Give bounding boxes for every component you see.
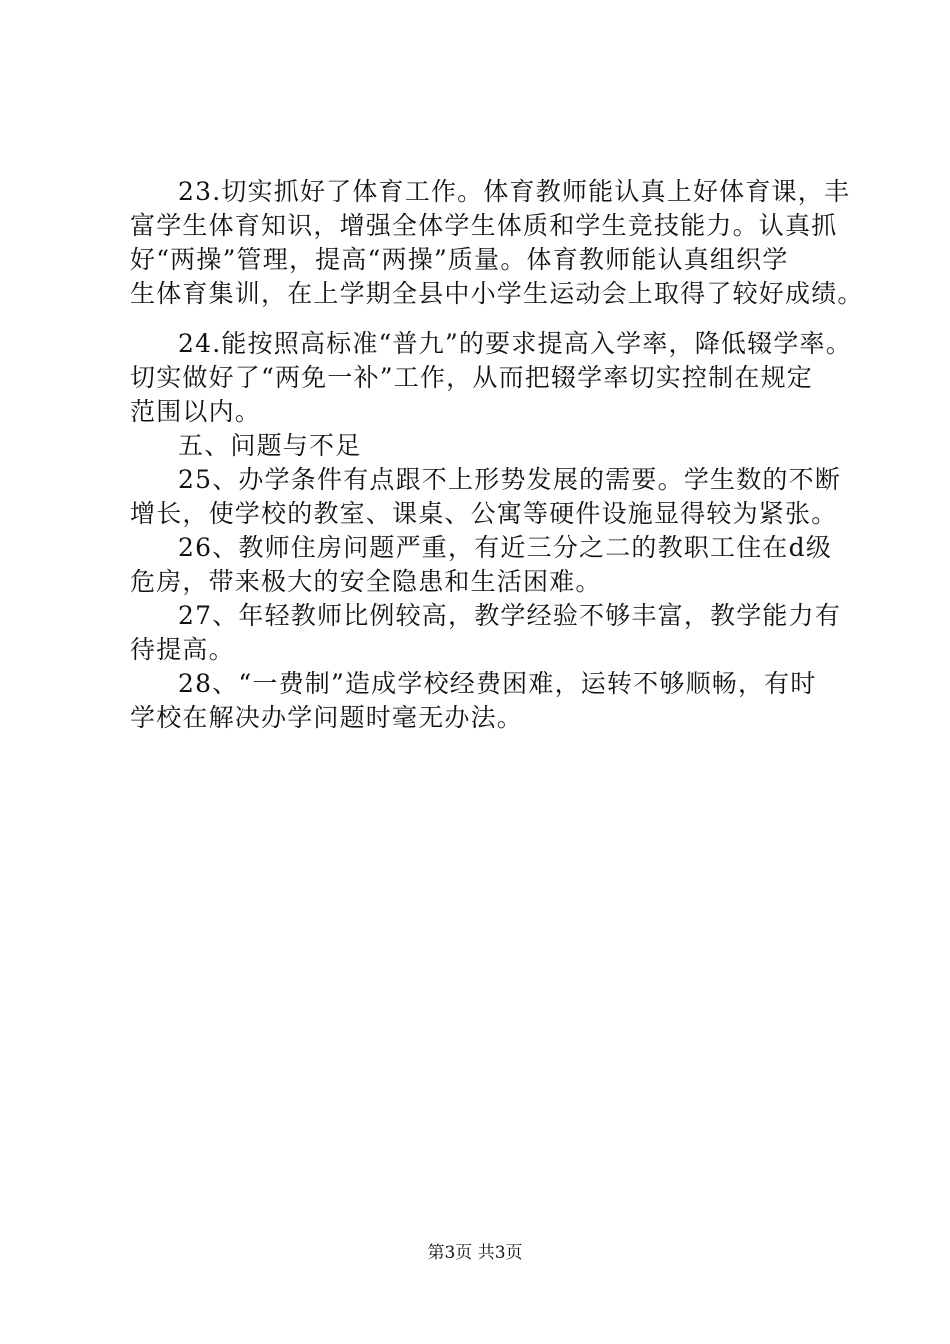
text-line: 范围以内。	[130, 397, 262, 426]
section-heading: 五、问题与不足	[178, 431, 362, 460]
text-line: 23.切实抓好了体育工作。体育教师能认真上好体育课，丰	[178, 177, 851, 206]
text-line: 危房，带来极大的安全隐患和生活困难。	[130, 567, 602, 596]
page-footer: 第3页 共3页	[427, 1243, 523, 1263]
text-line: 26、教师住房问题严重，有近三分之二的教职工住在d级	[178, 533, 833, 562]
text-line: 富学生体育知识，增强全体学生体质和学生竞技能力。认真抓	[130, 211, 838, 240]
text-line: 24.能按照高标准“普九”的要求提高入学率，降低辍学率。	[178, 329, 852, 358]
text-line: 27、年轻教师比例较高，教学经验不够丰富，教学能力有	[178, 601, 842, 630]
text-line: 生体育集训，在上学期全县中小学生运动会上取得了较好成绩。	[130, 279, 864, 308]
text-line: 好“两操”管理，提高“两操”质量。体育教师能认真组织学	[130, 245, 789, 274]
text-line: 增长，使学校的教室、课桌、公寓等硬件设施显得较为紧张。	[130, 499, 838, 528]
text-line: 25、办学条件有点跟不上形势发展的需要。学生数的不断	[178, 465, 842, 494]
text-line: 待提高。	[130, 635, 235, 664]
text-line: 学校在解决办学问题时毫无办法。	[130, 703, 524, 732]
text-line: 28、“一费制”造成学校经费困难，运转不够顺畅，有时	[178, 669, 817, 698]
text-line: 切实做好了“两免一补”工作，从而把辍学率切实控制在规定	[130, 363, 813, 392]
